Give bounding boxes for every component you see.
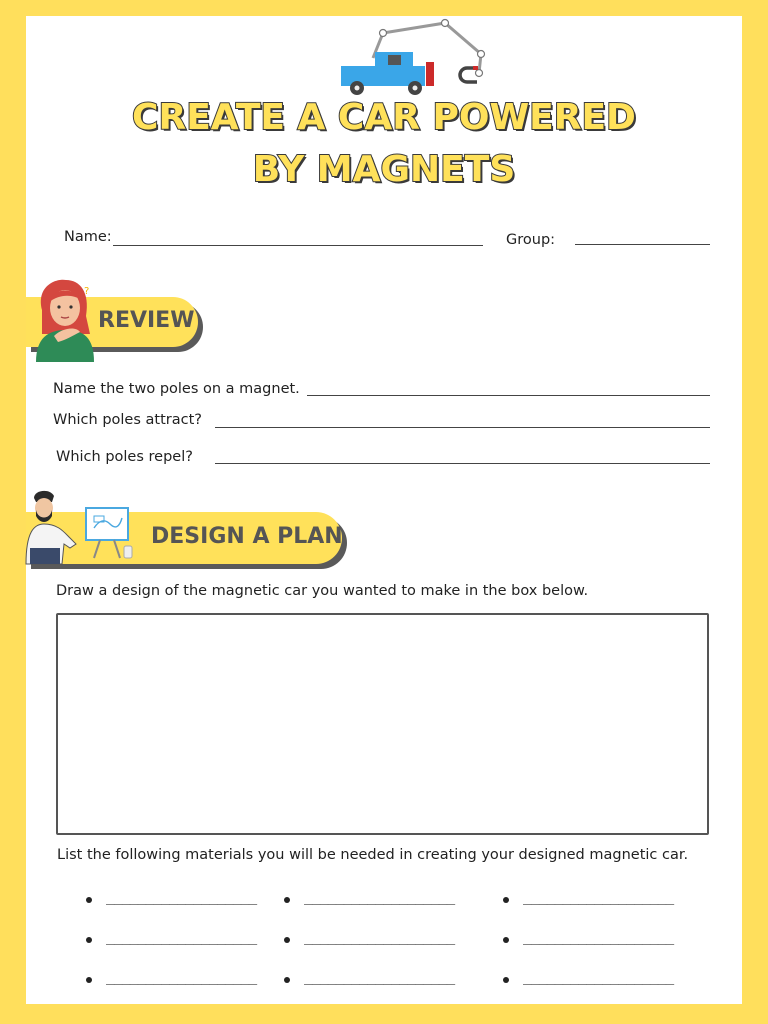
- bullet-icon: [503, 937, 509, 943]
- question-1: Name the two poles on a magnet.: [53, 381, 300, 397]
- bullet-icon: [284, 937, 290, 943]
- material-blank[interactable]: ___________________: [523, 929, 674, 945]
- group-field[interactable]: [575, 244, 710, 245]
- title-line-1: CREATE A CAR POWERED: [132, 97, 636, 138]
- answer-2-field[interactable]: [215, 427, 710, 428]
- magnet-car-icon: [335, 16, 495, 100]
- material-blank[interactable]: ___________________: [304, 889, 455, 905]
- design-heading: DESIGN A PLAN: [151, 524, 343, 549]
- name-field[interactable]: [113, 245, 483, 246]
- design-instruction: Draw a design of the magnetic car you wanted to make in the box below.: [56, 583, 589, 599]
- review-heading: REVIEW: [98, 308, 195, 333]
- design-drawing-box[interactable]: [56, 613, 709, 835]
- group-label: Group:: [506, 232, 556, 248]
- materials-instruction: List the following materials you will be needed in creating your designed magnetic car.: [57, 847, 689, 863]
- bullet-icon: [86, 937, 92, 943]
- bullet-icon: [284, 977, 290, 983]
- bullet-icon: [503, 977, 509, 983]
- material-blank[interactable]: ___________________: [106, 889, 257, 905]
- material-blank[interactable]: ___________________: [523, 969, 674, 985]
- answer-1-field[interactable]: [307, 395, 710, 396]
- title-line-2: BY MAGNETS: [252, 149, 516, 190]
- material-blank[interactable]: ___________________: [304, 929, 455, 945]
- bullet-icon: [284, 897, 290, 903]
- name-label: Name:: [64, 229, 112, 245]
- question-2: Which poles attract?: [53, 412, 202, 428]
- bullet-icon: [86, 897, 92, 903]
- material-blank[interactable]: ___________________: [106, 929, 257, 945]
- material-blank[interactable]: ___________________: [523, 889, 674, 905]
- question-3: Which poles repel?: [56, 449, 193, 465]
- presenter-man-illustration: [24, 488, 140, 566]
- material-blank[interactable]: ___________________: [106, 969, 257, 985]
- answer-3-field[interactable]: [215, 463, 710, 464]
- material-blank[interactable]: ___________________: [304, 969, 455, 985]
- bullet-icon: [503, 897, 509, 903]
- svg-text:?: ?: [84, 286, 90, 297]
- bullet-icon: [86, 977, 92, 983]
- thinking-girl-illustration: [32, 276, 100, 362]
